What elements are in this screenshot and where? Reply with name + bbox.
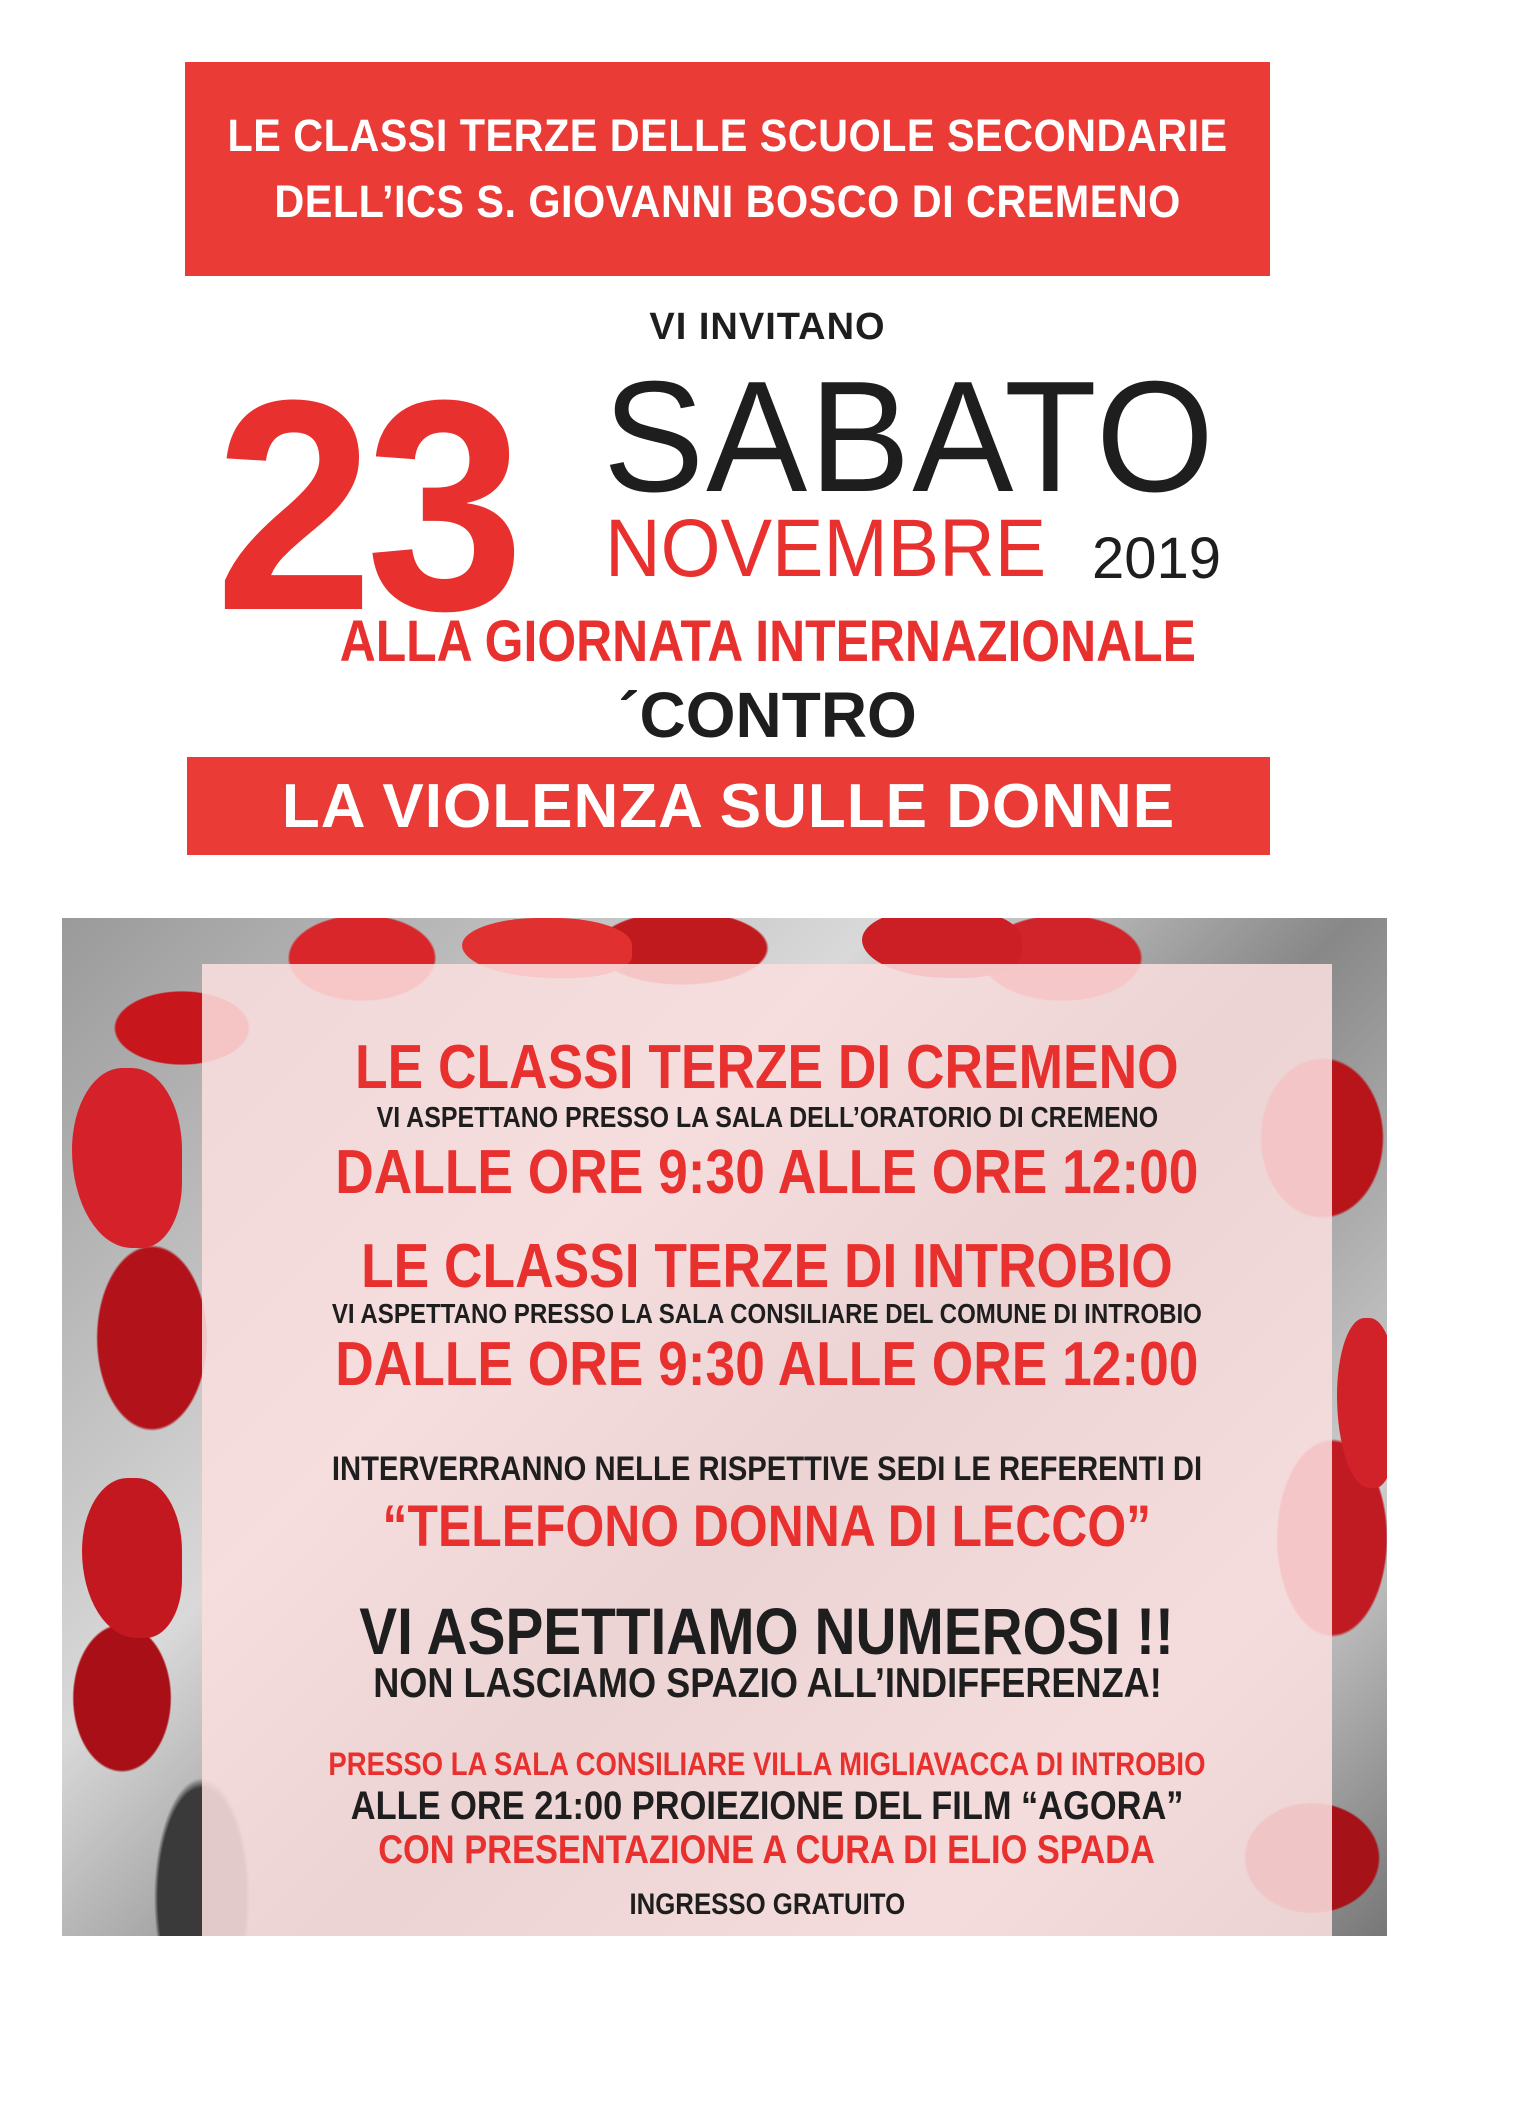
header-line-2: DELL’ICS S. GIOVANNI BOSCO DI CREMENO	[274, 176, 1181, 227]
header-line-1: LE CLASSI TERZE DELLE SCUOLE SECONDARIE	[227, 110, 1228, 161]
slogan	[202, 1659, 1332, 1706]
invite-text: VI INVITANO	[649, 306, 886, 348]
red-shoes-photo	[62, 918, 1387, 1936]
introbio-title-text: LE CLASSI TERZE DI INTROBIO	[361, 1232, 1173, 1301]
introbio-place	[202, 1300, 1332, 1328]
evening-film	[202, 1786, 1332, 1826]
shoe-shape	[82, 1478, 182, 1638]
event-details-panel	[202, 964, 1332, 1936]
month: NOVEMBRE	[605, 503, 1047, 594]
introbio-time-text: DALLE ORE 9:30 ALLE ORE 12:00	[335, 1330, 1199, 1399]
call-to-action-text: VI ASPETTIAMO NUMEROSI !!	[359, 1594, 1175, 1668]
slogan-text: NON LASCIAMO SPAZIO ALL’INDIFFERENZA!	[372, 1659, 1162, 1706]
shoe-shape	[72, 1068, 182, 1248]
entry-info	[202, 1890, 1332, 1920]
evening-presenter	[202, 1830, 1332, 1870]
speakers-intro	[202, 1452, 1332, 1486]
speakers-org-text: “TELEFONO DONNA DI LECCO”	[382, 1494, 1152, 1559]
evening-venue	[202, 1748, 1332, 1780]
title-banner-text: LA VIOLENZA SULLE DONNE	[281, 771, 1176, 841]
event-name-line-1	[0, 608, 1535, 675]
cremeno-title-text: LE CLASSI TERZE DI CREMENO	[355, 1033, 1179, 1102]
event-name-line-1-text: ALLA GIORNATA INTERNAZIONALE	[339, 609, 1196, 674]
speakers-intro-text: INTERVERRANNO NELLE RISPETTIVE SEDI LE REFERENTI DI	[331, 1450, 1203, 1488]
cremeno-place-text: VI ASPETTANO PRESSO LA SALA DELL’ORATORIO DI CREMENO	[376, 1102, 1158, 1134]
introbio-title	[202, 1232, 1332, 1301]
evening-film-text: ALLE ORE 21:00 PROIEZIONE DEL FILM “AGORA”	[350, 1784, 1184, 1828]
speakers-org	[202, 1494, 1332, 1559]
evening-venue-text: PRESSO LA SALA CONSILIARE VILLA MIGLIAVACCA DI INTROBIO	[328, 1746, 1206, 1782]
introbio-time	[202, 1330, 1332, 1399]
year: 2019	[1092, 526, 1222, 591]
shoe-shape	[1337, 1318, 1387, 1488]
entry-info-text: INGRESSO GRATUITO	[629, 1888, 905, 1921]
weekday: SABATO	[603, 349, 1216, 525]
introbio-place-text: VI ASPETTANO PRESSO LA SALA CONSILIARE DEL COMUNE DI INTROBIO	[331, 1298, 1203, 1329]
evening-presenter-text: CON PRESENTAZIONE A CURA DI ELIO SPADA	[378, 1828, 1156, 1872]
header-banner	[185, 62, 1270, 276]
event-name-line-2: ´CONTRO	[618, 679, 917, 751]
title-banner	[187, 757, 1270, 855]
call-to-action	[202, 1594, 1332, 1668]
cremeno-place	[202, 1104, 1332, 1133]
cremeno-time	[202, 1138, 1332, 1207]
cremeno-title	[202, 1033, 1332, 1102]
day-number: 23	[215, 337, 517, 673]
cremeno-time-text: DALLE ORE 9:30 ALLE ORE 12:00	[335, 1138, 1199, 1207]
